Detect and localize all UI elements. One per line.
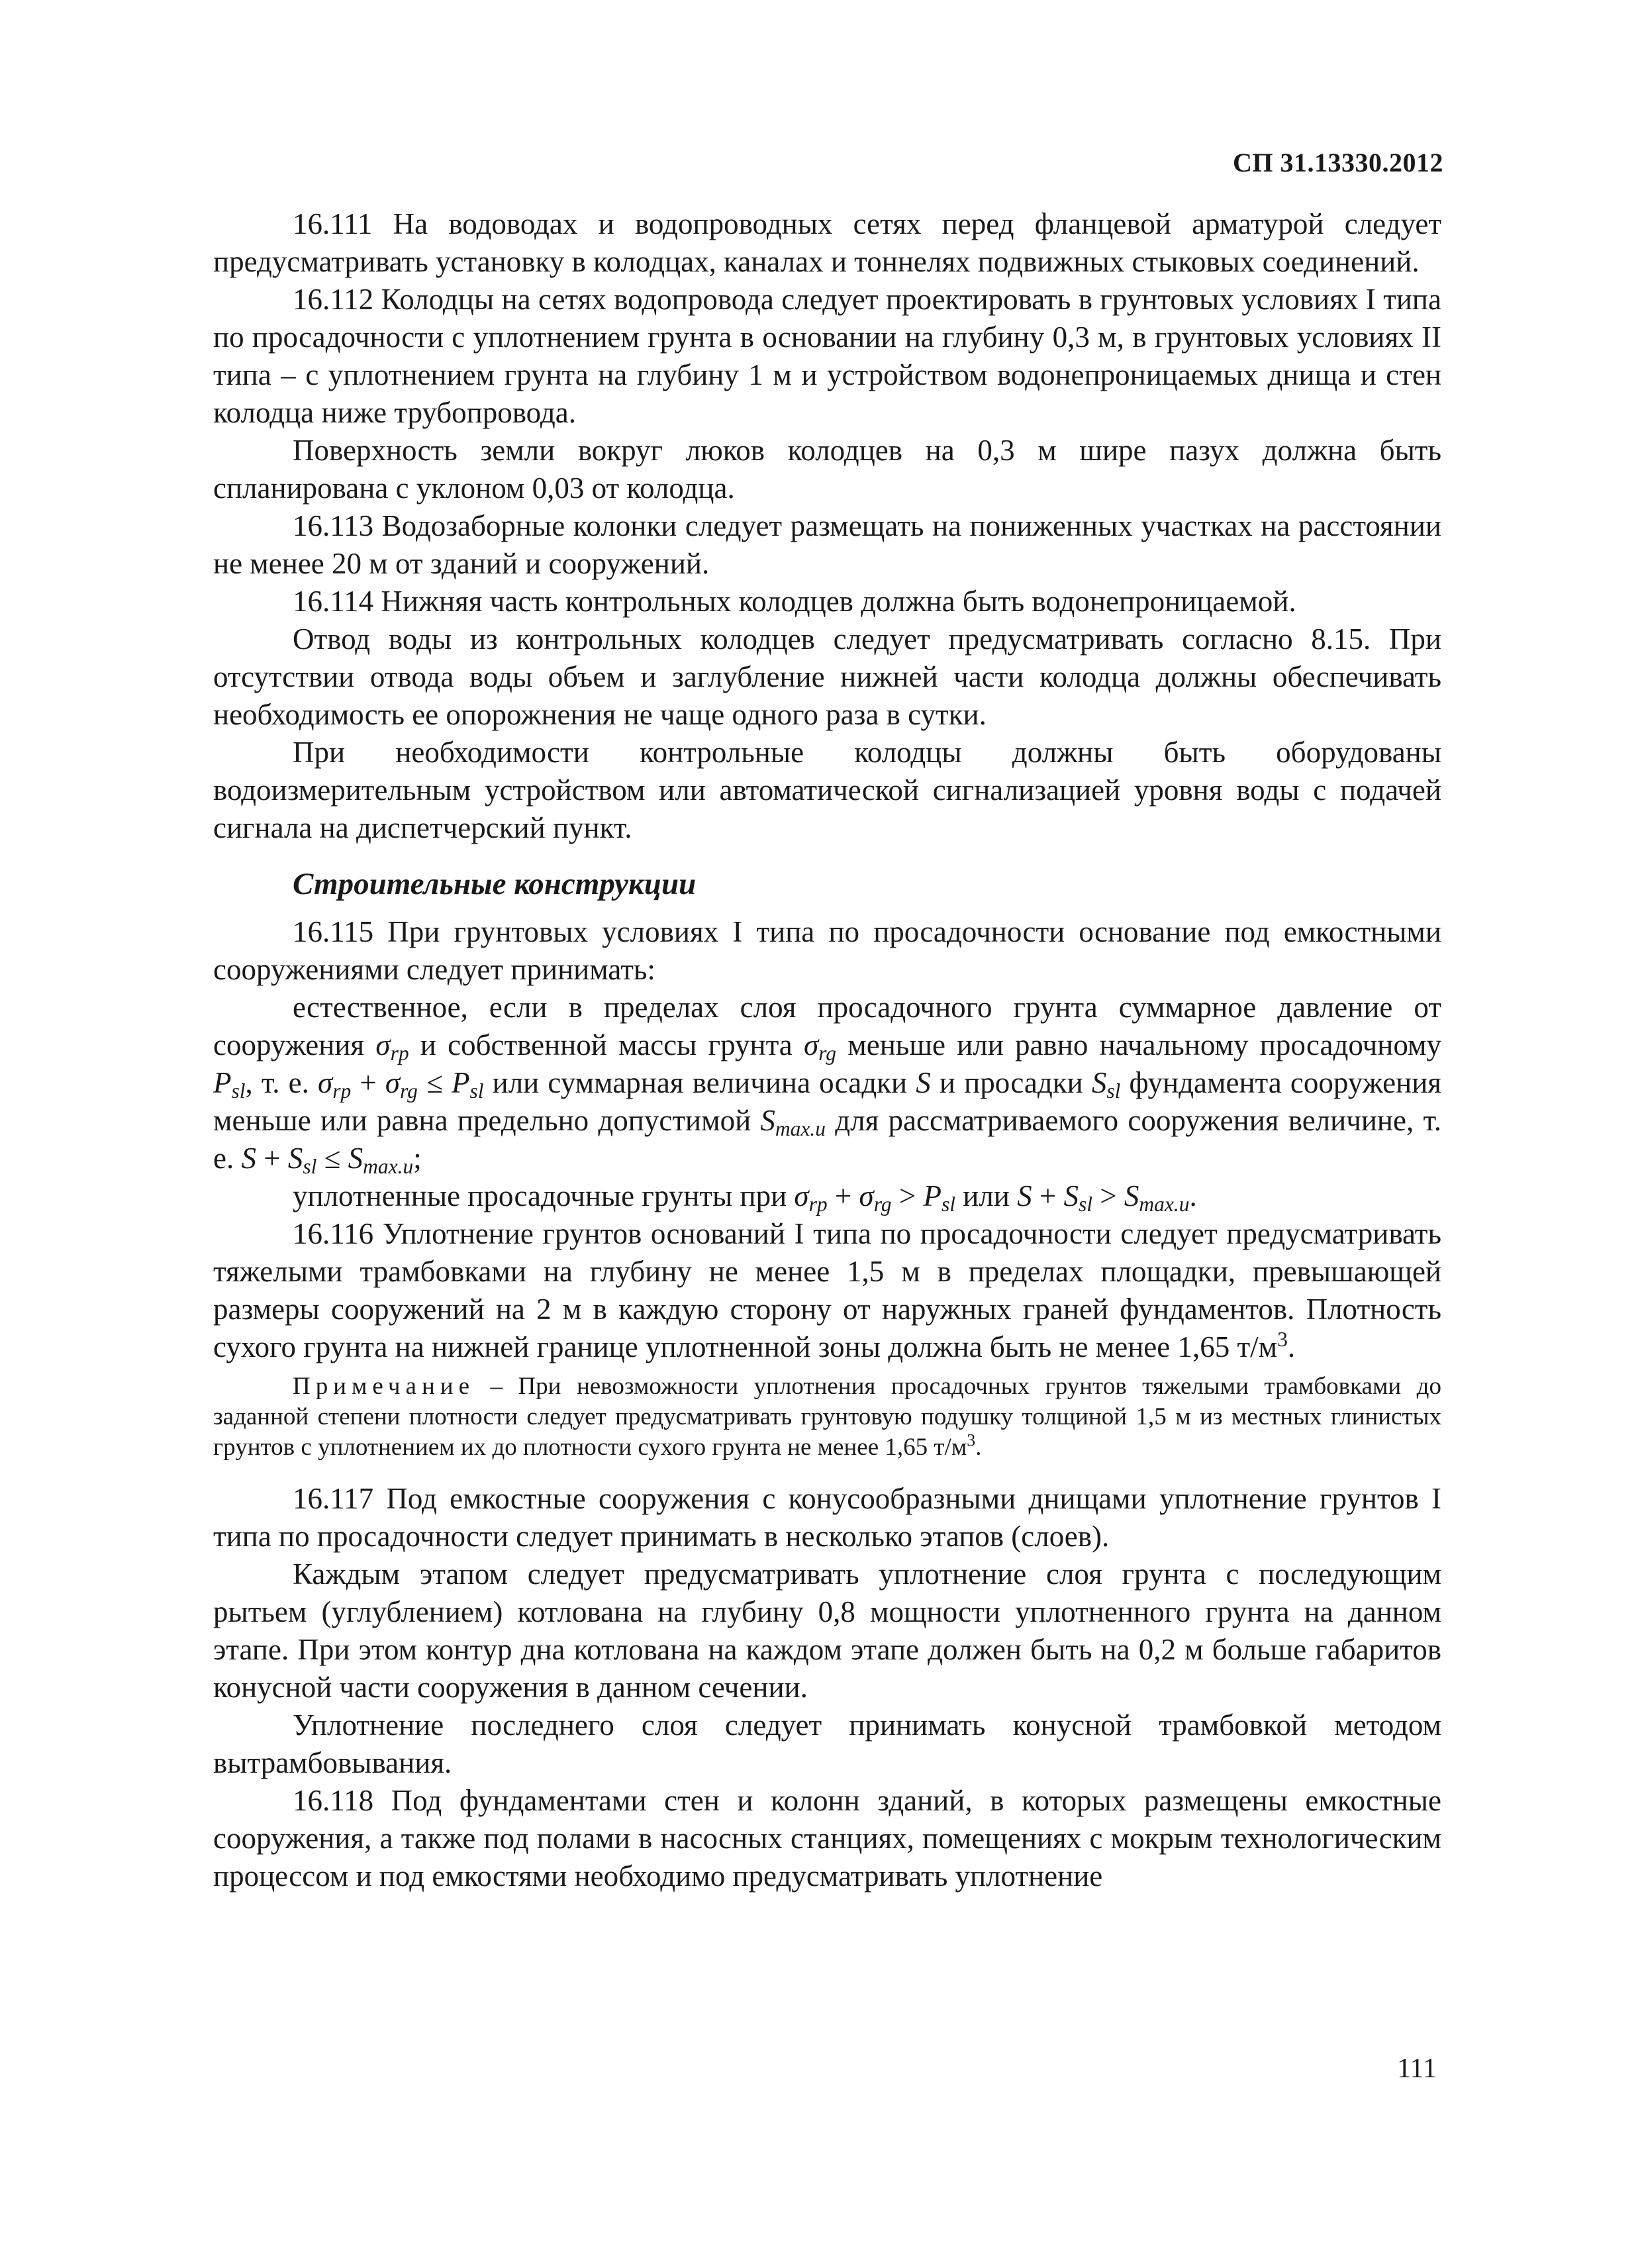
paragraph-16-112: 16.112 Колодцы на сетях водопровода следует проектировать в грунтовых условиях I типа по просадочности с уплотнением грунта в основании на глубину 0,3 м, в грунтовых условиях II типа – с уплотнением грунта на глубину 1 м и устройством водонепроницаемых днища и стен колодца ниже трубопровода.	[213, 283, 1441, 429]
paragraph-16-111: 16.111 На водоводах и водопроводных сетях перед фланцевой арматурой следует предусматривать установку в колодцах, каналах и тоннелях подвижных стыковых соединений.	[213, 207, 1441, 278]
paragraph-16-115-natural: естественное, если в пределах слоя просадочного грунта суммарное давление от сооружения $\sigma_{rp}$ и собственной массы грунта $\sigma_{rg}$ меньше или равно начальному просадочному $P_{sl}$, т. е. $\sigma_{rp} + \sigma_{rg} \le P_{sl}$ или суммарная величина осадки S и просадки $S_{sl}$ фундамента сооружения меньше или равна предельно допустимой $S_{max.u}$ для рассматриваемого сооружения величине, т. е. $S + S_{sl} \le S_{max.u}$;	[213, 991, 1442, 1178]
paragraph-16-113: 16.113 Водозаборные колонки следует размещать на пониженных участках на расстоянии не менее 20 м от зданий и сооружений.	[213, 509, 1441, 580]
paragraph-16-115: 16.115 При грунтовых условиях I типа по просадочности основание под емкостными сооружениями следует принимать:	[213, 915, 1441, 986]
paragraph-16-118: 16.118 Под фундаментами стен и колонн зданий, в которых размещены емкостные сооружения, а также под полами в насосных станциях, помещениях с мокрым технологическим процессом и под емкостями необходимо предусматривать уплотнение	[213, 1784, 1441, 1893]
paragraph-16-115-compacted: уплотненные просадочные грунты при $\sigma_{rp} + \sigma_{rg} > P_{sl}$ или $S + S_{sl} > S_{max.u}$.	[293, 1179, 1197, 1216]
document-code: СП 31.13330.2012	[1233, 148, 1443, 177]
paragraph-16-114-drainage: Отвод воды из контрольных колодцев следует предусматривать согласно 8.15. При отсутствии отвода воды объем и заглубление нижней части колодца должны обеспечивать необходимость ее опорожнения не чаще одного раза в сутки.	[213, 622, 1441, 731]
page-number: 111	[1397, 2053, 1437, 2084]
paragraph-16-117-stages: Каждым этапом следует предусматривать уплотнение слоя грунта с последующим рытьем (углублением) котлована на глубину 0,8 мощности уплотненного грунта на данном этапе. При этом контур дна котлована на каждом этапе должен быть на 0,2 м больше габаритов конусной части сооружения в данном сечении.	[213, 1557, 1441, 1704]
note: Примечание – При невозможности уплотнения просадочных грунтов тяжелыми трамбовками до заданной степени плотности следует предусматривать грунтовую подушку толщиной 1,5 м из местных глинистых грунтов с уплотнением их до плотности сухого грунта не менее 1,65 $т/м^3$.	[213, 1373, 1441, 1461]
paragraph-16-117: 16.117 Под емкостные сооружения с конусообразными днищами уплотнение грунтов I типа по просадочности следует принимать в несколько этапов (слоев).	[213, 1482, 1441, 1553]
paragraph-16-116: 16.116 Уплотнение грунтов оснований I типа по просадочности следует предусматривать тяжелыми трамбовками на глубину не менее 1,5 м в пределах площадки, превышающей размеры сооружений на 2 м в каждую сторону от наружных граней фундаментов. Плотность сухого грунта на нижней границе уплотненной зоны должна быть не менее 1,65 $т/м^3$.	[213, 1217, 1441, 1363]
paragraph-16-117-last-layer: Уплотнение последнего слоя следует принимать конусной трамбовкой методом вытрамбовывания.	[213, 1708, 1441, 1779]
note-label: Примечание	[293, 1373, 475, 1400]
paragraph-16-112-surface: Поверхность земли вокруг люков колодцев на 0,3 м шире пазух должна быть спланирована с уклоном 0,03 от колодца.	[213, 434, 1441, 505]
section-heading: Строительные конструкции	[293, 867, 697, 901]
paragraph-16-114-equipment: При необходимости контрольные колодцы должны быть оборудованы водоизмерительным устройством или автоматической сигнализацией уровня воды с подачей сигнала на диспетчерский пункт.	[213, 736, 1441, 844]
page-content	[213, 205, 1441, 1895]
paragraph-16-114: 16.114 Нижняя часть контрольных колодцев должна быть водонепроницаемой.	[293, 585, 1296, 618]
